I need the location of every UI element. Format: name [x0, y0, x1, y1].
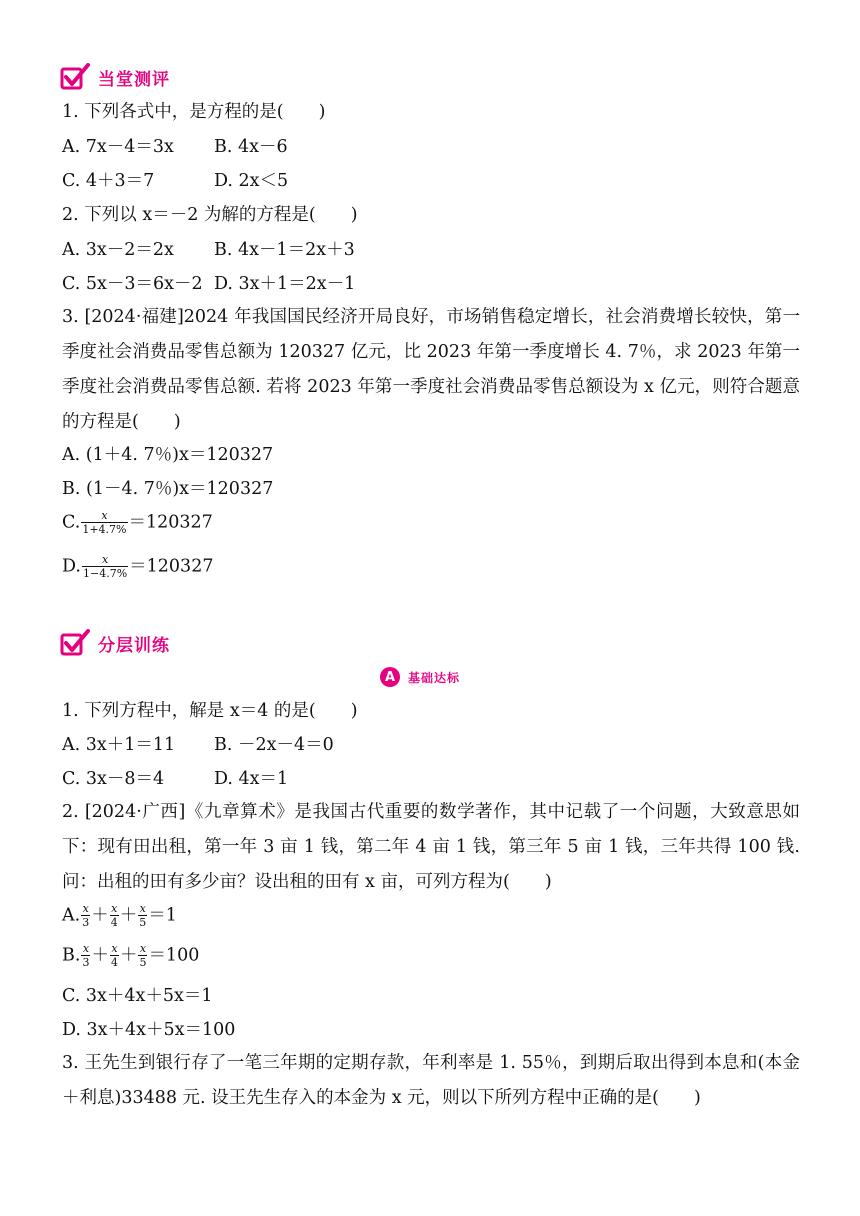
equation-rest: ＝1: [148, 905, 177, 926]
fraction-numerator: x: [111, 902, 118, 915]
fraction-denominator: 3: [82, 916, 90, 929]
question-3-option-a: A. (1＋4. 7％)x＝120327: [62, 445, 274, 465]
question-2-option-b: [62, 943, 199, 969]
plus-sign: ＋: [91, 945, 109, 966]
question-1: 1. 下列各式中，是方程的是( ): [62, 102, 326, 122]
section-header-2: [60, 628, 170, 658]
equation-rest: ＝100: [148, 945, 200, 966]
level-badge: [380, 666, 460, 688]
fraction-denominator: 4: [110, 956, 118, 969]
fraction-numerator: x: [101, 509, 108, 522]
option-label: D.: [62, 556, 81, 577]
equation-rest: ＝120327: [128, 512, 213, 533]
question-3-option-d: [62, 554, 213, 580]
question-2-option-d: D. 3x＋4x＋5x＝100: [62, 1020, 236, 1040]
question-2-option-a: A. 3x－2＝2x: [62, 240, 174, 260]
plus-sign: ＋: [119, 905, 138, 926]
question-1-option-c: C. 4＋3＝7: [62, 171, 155, 191]
question-2-option-c: C. 5x－3＝6x－2: [62, 274, 203, 294]
option-label: B.: [62, 945, 81, 966]
equation-rest: ＝120327: [129, 556, 214, 577]
fraction-numerator: x: [101, 553, 109, 566]
fraction-numerator: x: [139, 942, 147, 955]
question-1-option-d: D. 2x＜5: [214, 171, 289, 191]
fraction: [110, 943, 119, 969]
fraction-denominator: 4: [110, 916, 118, 929]
section-title: 当堂测评: [98, 69, 170, 90]
fraction-numerator: x: [139, 902, 146, 915]
question-3-option-b: B. (1－4. 7％)x＝120327: [62, 479, 274, 499]
question-3-option-c: [62, 510, 213, 536]
fraction-denominator: 5: [139, 916, 147, 929]
option-label: C.: [62, 512, 81, 533]
level-letter-icon: A: [380, 667, 400, 687]
fraction: [81, 943, 90, 969]
checkbox-check-icon: [60, 629, 90, 657]
question-3: 3. 王先生到银行存了一笔三年期的定期存款，年利率是 1. 55％，到期后取出得到本息和(本金＋利息)33488 元. 设王先生存入的本金为 x 元，则以下所列方程中正确的是( ): [62, 1053, 800, 1108]
question-1-option-d: D. 4x＝1: [214, 769, 289, 789]
fraction-denominator: 5: [139, 956, 147, 969]
fraction-denominator: 1−4.7%: [82, 567, 128, 580]
plus-sign: ＋: [119, 945, 138, 966]
question-3: 3. [2024·福建]2024 年我国国民经济开局良好，市场销售稳定增长，社会消费增长较快，第一季度社会消费品零售总额为 120327 亿元，比 2023 年第一季度增长 4. 7％，求 2023 年第一季度社会消费品零售总额. 若将 2023 年第一季度社会消费品零售总额设为 x 亿元，则符合题意的方程是( ): [62, 307, 800, 432]
question-2-option-a: [62, 903, 177, 929]
fraction-denominator: 1+4.7%: [82, 523, 127, 536]
fraction: [138, 903, 147, 929]
fraction-numerator: x: [111, 942, 118, 955]
fraction-numerator: x: [82, 942, 90, 955]
fraction: [81, 903, 90, 929]
fraction-numerator: x: [82, 902, 89, 915]
plus-sign: ＋: [91, 905, 109, 926]
fraction: [110, 903, 119, 929]
question-2: 2. [2024·广西]《九章算术》是我国古代重要的数学著作，其中记载了一个问题，大致意思如下：现有田出租，第一年 3 亩 1 钱，第二年 4 亩 1 钱，第三年 5 亩 1 钱，三年共得 100 钱. 问：出租的田有多少亩？设出租的田有 x 亩，可列方程为( ): [62, 802, 800, 892]
level-label: 基础达标: [408, 670, 461, 685]
section-header-1: [60, 62, 170, 92]
question-2-option-d: D. 3x＋1＝2x－1: [214, 274, 356, 294]
question-1-option-b: B. －2x－4＝0: [214, 735, 334, 755]
fraction-denominator: 3: [82, 956, 90, 969]
question-1-option-a: A. 7x－4＝3x: [62, 137, 174, 157]
question-1-option-a: A. 3x＋1＝11: [62, 735, 176, 755]
question-1-option-b: B. 4x－6: [214, 137, 288, 157]
section-title: 分层训练: [98, 635, 170, 656]
fraction: [82, 554, 128, 580]
question-2-option-c: C. 3x＋4x＋5x＝1: [62, 986, 213, 1006]
question-2-option-b: B. 4x－1＝2x＋3: [214, 240, 355, 260]
fraction: [81, 510, 127, 536]
option-label: A.: [62, 905, 81, 926]
question-1: 1. 下列方程中，解是 x＝4 的是( ): [62, 701, 358, 721]
fraction: [138, 943, 147, 969]
checkbox-check-icon: [60, 63, 90, 91]
question-1-option-c: C. 3x－8＝4: [62, 769, 165, 789]
question-2: 2. 下列以 x＝－2 为解的方程是( ): [62, 205, 358, 225]
